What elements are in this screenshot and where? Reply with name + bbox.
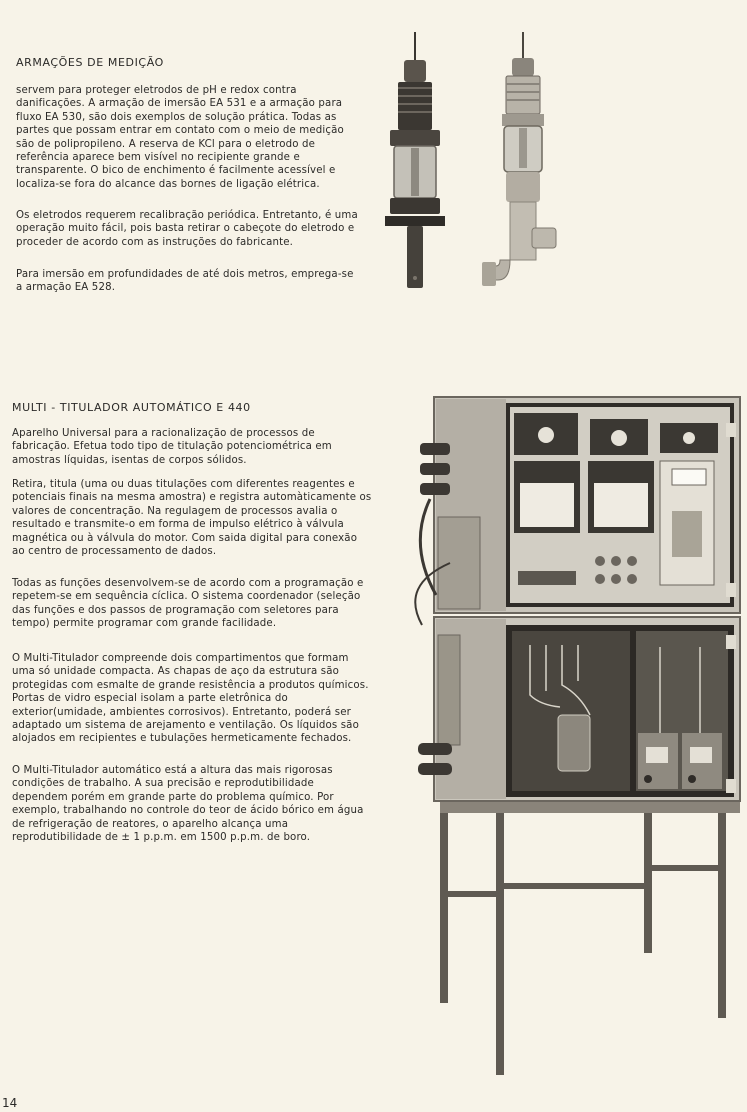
page-number: 14: [2, 1096, 18, 1110]
armacoes-paragraph-3: Para imersão em profundidades de até dois metros, emprega-se a armação EA 528.: [16, 269, 354, 294]
flow-fitting-photo: [478, 30, 558, 292]
section-title-multi-titulador: MULTI - TITULADOR AUTOMÁTICO E 440: [12, 401, 251, 414]
titulador-paragraph-4: O Multi-Titulador compreende dois compartimentos que formam uma só unidade compacta. As chapas de aço da estrutura são protegidas com esmalte de grande resistência a produtos químicos. Portas de vidro especial isolam a parte eletrônica do exterior(umidade, ambientes corrosivos). Entretanto, poderá ser adaptado um sistema de arejamento e ventilação. Os líquidos são alojados em recipientes e tubulações hermeticamente fechados.: [12, 653, 369, 745]
titulador-paragraph-2: Retira, titula (uma ou duas titulações com diferentes reagentes e potenciais finais na mesma amostra) e registra automàticamente os valores de concentração. Na regulagem de processos avalia o resultado e transmite-o em forma de impulso elétrico à válvula magnética ou à válvula do motor. Com saida digital para conexão ao centro de processamento de dados.: [12, 479, 372, 558]
armacoes-paragraph-1: servem para proteger eletrodos de pH e redox contra danificações. A armação de imersão EA 531 e a armação para fluxo EA 530, são dois exemplos de solução prática. Todas as partes que possam entrar em contato com o meio de medição são de polipropileno. A reserva de KCl para o eletrodo de referência aparece bem visível no recipiente grande e transparente. O bico de enchimento é facilmente acessível e localiza-se fora do alcance das bornes de ligação elétrica.: [16, 85, 344, 190]
immersion-fitting-photo: [385, 30, 455, 292]
titulador-paragraph-3: Todas as funções desenvolvem-se de acordo com a programação e repetem-se em sequência cíclica. O sistema coordenador (seleção das funções e dos passos de programação com seletores para tempo) permite programar com grande facilidade.: [12, 578, 364, 630]
multi-titulador-photo: [410, 395, 747, 1080]
titulador-paragraph-5: O Multi-Titulador automático está a altura das mais rigorosas condições de trabalho. A sua precisão e reprodutibilidade dependem porém em grande parte do problema químico. Por exemplo, trabalhando no controle do teor de ácido bórico em água de refrigeração de reatores, o aparelho alcança uma reprodutibilidade de ± 1 p.p.m. em 1500 p.p.m. de boro.: [12, 765, 364, 844]
section-title-armacoes: ARMAÇÕES DE MEDIÇÃO: [16, 56, 164, 69]
titulador-paragraph-1: Aparelho Universal para a racionalização de processos de fabricação. Efetua todo tipo de titulação potenciométrica em amostras líquidas, isentas de corpos sólidos.: [12, 428, 332, 466]
armacoes-paragraph-2: Os eletrodos requerem recalibração periódica. Entretanto, é uma operação muito fácil, pois basta retirar o cabeçote do eletrodo e proceder de acordo com as instruções do fabricante.: [16, 210, 358, 248]
